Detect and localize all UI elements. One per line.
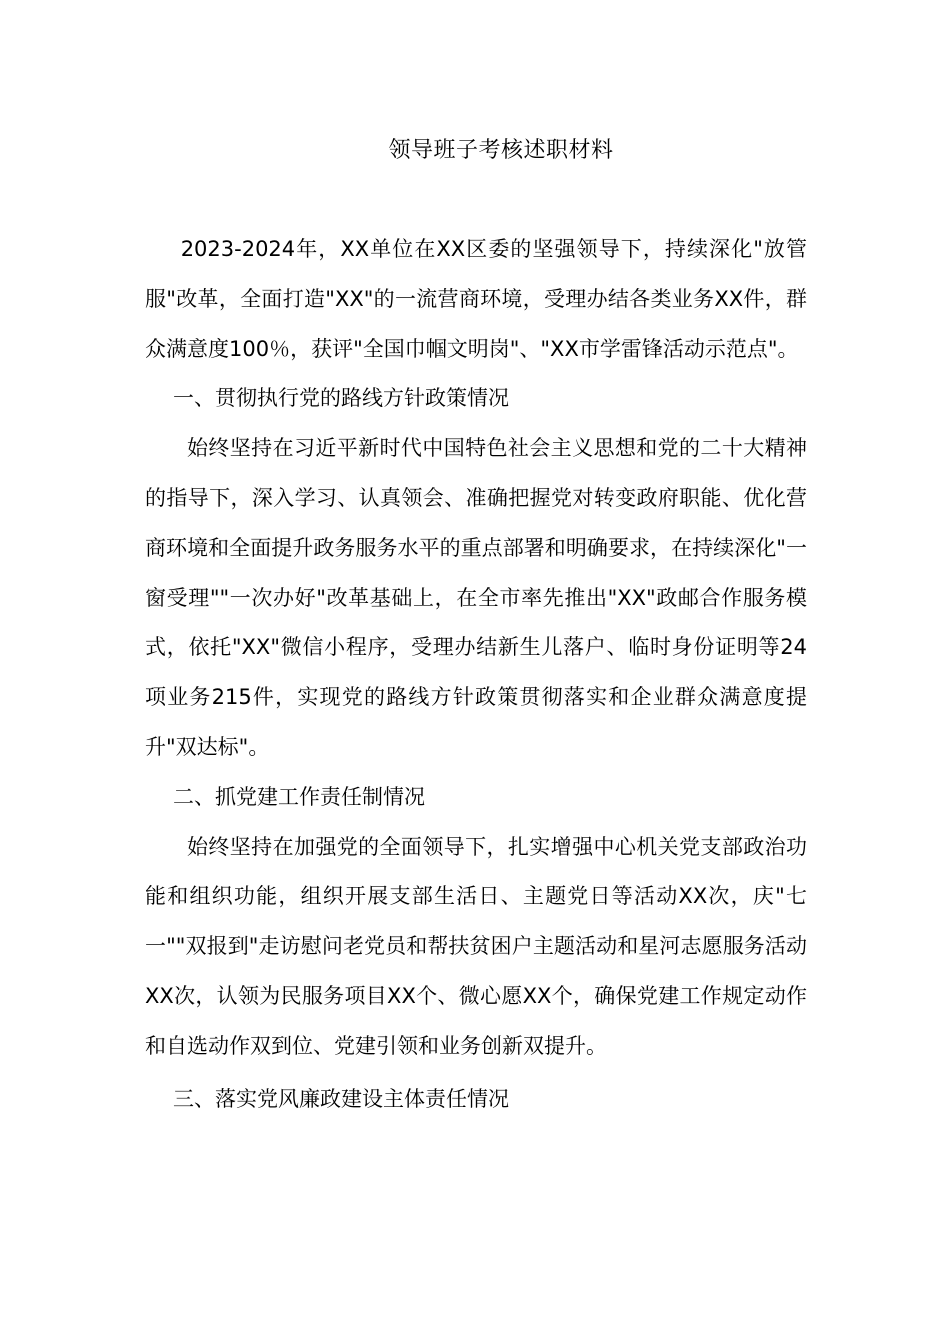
section-paragraph-2: 始终坚持在加强党的全面领导下，扎实增强中心机关党支部政治功能和组织功能，组织开展支部生活日、主题党日等活动XX次，庆"七一""双报到"走访慰问老党员和帮扶贫困户主题活动和星河志愿服务活动XX次，认领为民服务项目XX个、微心愿XX个，确保党建工作规定动作和自选动作双到位、党建引领和业务创新双提升。 <box>145 834 807 1058</box>
section-heading-2: 二、抓党建工作责任制情况 <box>173 784 425 809</box>
section-paragraph-1: 始终坚持在习近平新时代中国特色社会主义思想和党的二十大精神的指导下，深入学习、认真领会、准确把握党对转变政府职能、优化营商环境和全面提升政务服务水平的重点部署和明确要求，在持续深化"一窗受理""一次办好"改革基础上，在全市率先推出"XX"政邮合作服务模式，依托"XX"微信小程序，受理办结新生儿落户、临时身份证明等24项业务215件，实现党的路线方针政策贯彻落实和企业群众满意度提升"双达标"。 <box>145 436 807 759</box>
document-title: 领导班子考核述职材料 <box>388 138 614 163</box>
section-heading-1: 一、贯彻执行党的路线方针政策情况 <box>173 386 509 411</box>
section-heading-3: 三、落实党风廉政建设主体责任情况 <box>173 1086 509 1111</box>
document-body <box>145 225 807 1124</box>
intro-paragraph: 2023-2024年，XX单位在XX区委的坚强领导下，持续深化"放管服"改革，全面打造"XX"的一流营商环境，受理办结各类业务XX件，群众满意度100％，获评"全国巾帼文明岗"、"XX市学雷锋活动示范点"。 <box>145 237 807 361</box>
